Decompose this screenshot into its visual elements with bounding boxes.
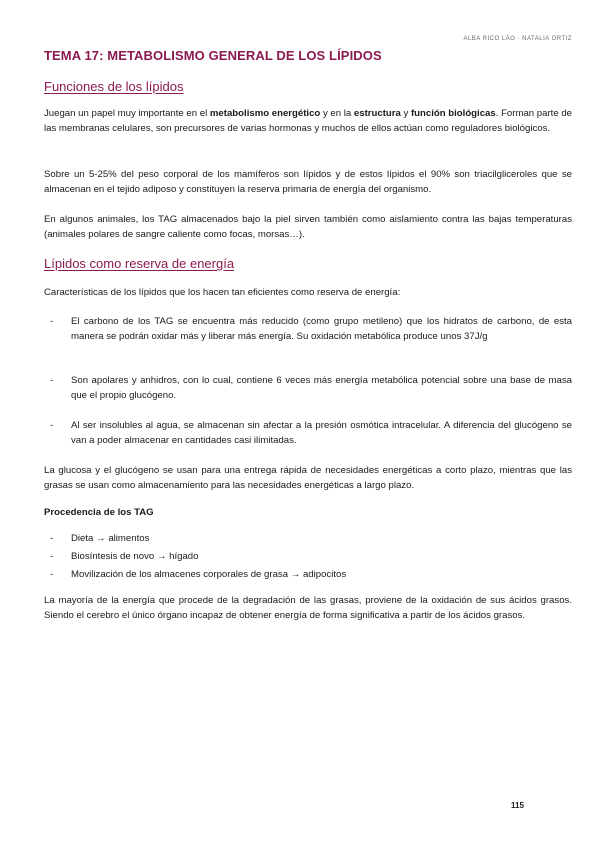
list-item-text: Dieta → alimentos xyxy=(71,533,150,544)
text-run: Juegan un papel muy importante en el xyxy=(44,108,210,119)
paragraph-procedencia-final: La mayoría de la energía que procede de la degradación de las grasas, proviene de la oxidación de sus ácidos grasos. Siendo el cerebro el único órgano incapaz de obtener energía de forma significativa a partir de los ácidos grasos. xyxy=(44,595,572,621)
text-run: y en la xyxy=(320,108,354,119)
section-heading-reserva: Lípidos como reserva de energía xyxy=(44,256,235,271)
list-item-text: Movilización de los almacenes corporales de grasa → adipocitos xyxy=(71,569,347,580)
list-item xyxy=(44,314,572,359)
list-item xyxy=(44,418,572,448)
paragraph-funciones-1 xyxy=(44,106,572,136)
section-heading-funciones: Funciones de los lípidos xyxy=(44,79,184,94)
paragraph-reserva-intro: Características de los lípidos que los hacen tan eficientes como reserva de energía: xyxy=(44,287,401,298)
list-item-text: Biosíntesis de novo → hígado xyxy=(71,551,199,562)
list-item xyxy=(44,531,572,546)
list-dash: - xyxy=(50,551,54,562)
subsection-heading-procedencia: Procedencia de los TAG xyxy=(44,507,154,518)
list-dash: - xyxy=(50,533,54,544)
text-run: y xyxy=(400,108,411,119)
page-header-author: ALBA RICO LÁO · NATALIA ORTIZ xyxy=(463,36,572,42)
list-dash: - xyxy=(50,316,54,327)
bold-run: estructura xyxy=(353,108,401,119)
list-item-text: El carbono de los TAG se encuentra más reducido (como grupo metileno) que los hidratos de carbono, de esta manera se podrán oxidar más y liberar más energía. Su oxidación metabólica produce unos 37J/g xyxy=(71,316,572,342)
bold-run: función biológicas xyxy=(410,108,496,119)
paragraph-funciones-2: Sobre un 5-25% del peso corporal de los mamíferos son lípidos y de estos lípidos el 90% son triacilgliceroles que se almacenan en el tejido adiposo y constituyen la reserva primaria de energía del organismo. xyxy=(44,169,572,195)
paragraph-reserva-after: La glucosa y el glucógeno se usan para una entrega rápida de necesidades energéticas a corto plazo, mientras que las grasas se usan como almacenamiento para las necesidades energéticas a largo plazo. xyxy=(44,465,572,491)
paragraph-funciones-3: En algunos animales, los TAG almacenados bajo la piel sirven también como aislamiento contra las bajas temperaturas (animales polares de sangre caliente como focas, morsas…). xyxy=(44,214,572,240)
list-dash: - xyxy=(50,420,54,431)
list-item-text: Al ser insolubles al agua, se almacenan sin afectar a la presión osmótica intracelular. A diferencia del glucógeno se van a poder almacenar en cantidades casi ilimitadas. xyxy=(71,420,572,446)
list-item xyxy=(44,373,572,403)
list-item xyxy=(44,549,572,564)
page-number: 115 xyxy=(511,801,524,810)
page-title: TEMA 17: METABOLISMO GENERAL DE LOS LÍPIDOS xyxy=(44,48,382,63)
text-run: . Forman parte de las membranas celulares, son precursores de varias hormonas y muchos de ellos actúan como reguladores biológicos. xyxy=(44,108,573,134)
list-item xyxy=(44,567,572,582)
list-dash: - xyxy=(50,375,54,386)
bold-run: metabolismo energético xyxy=(209,108,321,119)
list-item-text: Son apolares y anhidros, con lo cual, contiene 6 veces más energía metabólica potencial sobre una base de masa que el propio glucógeno. xyxy=(71,375,572,401)
list-dash: - xyxy=(50,569,54,580)
